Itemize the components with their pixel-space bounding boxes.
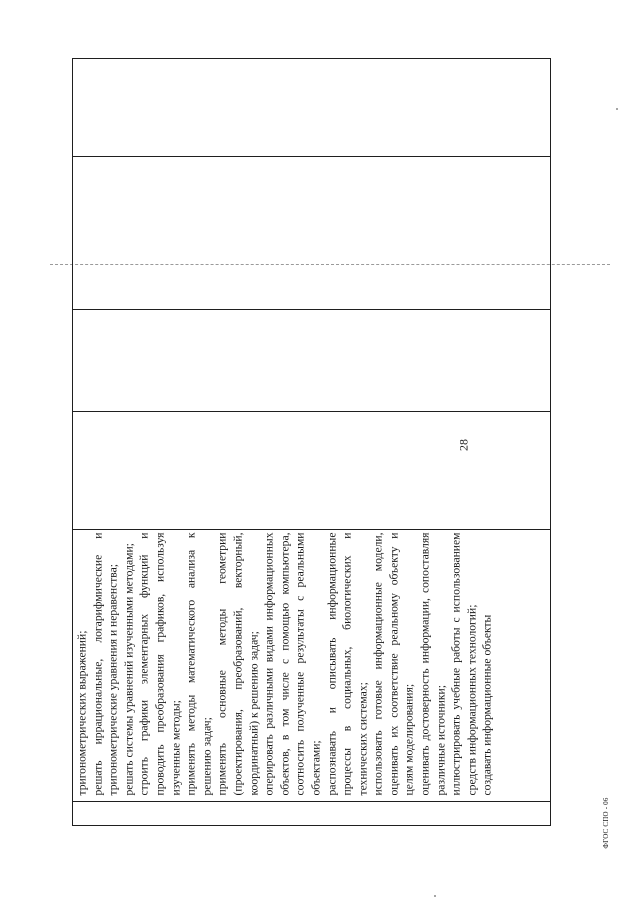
page-number: 28 [456, 439, 471, 451]
skill-line: применять основные методы геометрии (проектирования, преобразований, векторный, координатный) к решению задач; [215, 532, 260, 795]
table-divider [73, 156, 550, 157]
table-divider [73, 411, 550, 412]
skill-line: решать иррациональные, логарифмические и тригонометрические уравнения и неравенства; [90, 532, 120, 795]
skill-line: создавать информационные объекты [480, 614, 494, 795]
skill-line: тригонометрических выражений; [75, 630, 88, 795]
skill-line: строить графики элементарных функций и проводить преобразования графиков, используя изученные методы; [137, 532, 182, 795]
scan-speck [434, 895, 436, 897]
scan-speck [616, 108, 618, 110]
skills-cell [73, 529, 550, 801]
footer-code: ФГОС СПО - 06 [602, 797, 610, 849]
table-divider [73, 309, 550, 310]
skill-line: использовать готовые информационные модели, оценивать их соответствие реальному объекту и целям моделирования; [371, 532, 416, 795]
skills-text [72, 529, 551, 801]
skill-line: применять методы математического анализа к решению задач; [184, 532, 213, 795]
competency-table [72, 58, 551, 826]
skill-line: оценивать достоверность информации, сопоставляя различные источники; [418, 532, 447, 795]
skill-line: распознавать и описывать информационные процессы в социальных, биологических и технических системах; [324, 532, 369, 795]
skill-line: решать системы уравнений изученными методами; [121, 542, 135, 795]
skill-line: иллюстрировать учебные работы с использованием средств информационных технологий; [449, 532, 478, 795]
skill-line: оперировать различными видами информационных объектов, в том числе с помощью компьютера, соотносить полученные результаты с реальными объектами; [262, 532, 322, 795]
